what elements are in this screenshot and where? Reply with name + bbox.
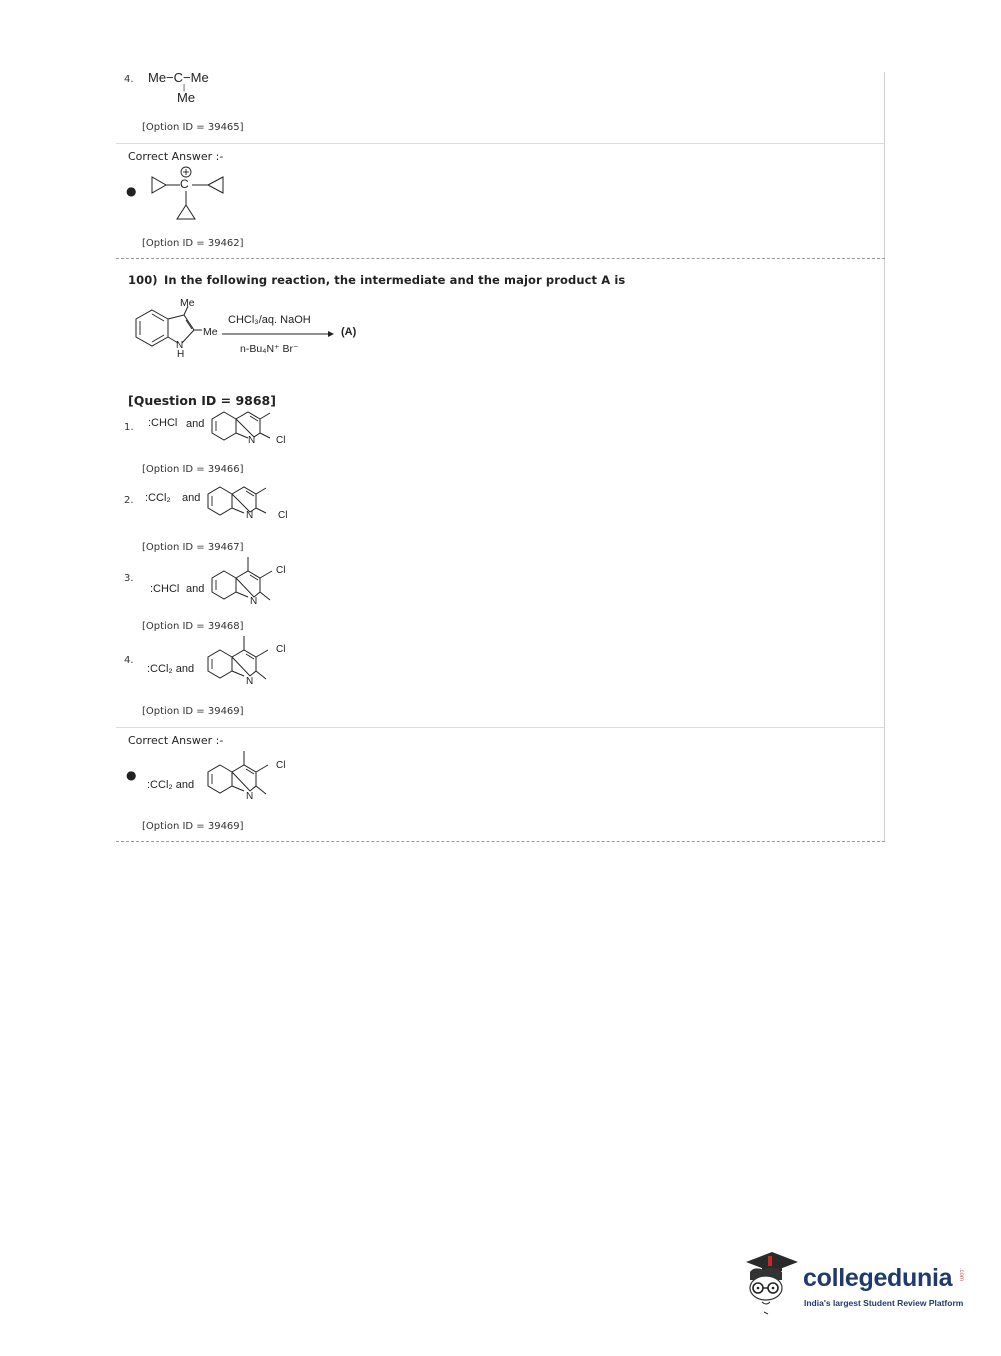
question-separator [116,841,885,842]
chloro-label: Cl [276,760,286,771]
option-id: [Option ID = 39466] [142,464,244,475]
intermediate: :CCl₂ and [147,779,195,791]
divider [116,143,885,144]
option-number: 3. [124,573,134,584]
ring-n: N [176,340,184,351]
option-number: 2. [124,495,134,506]
option-id: [Option ID = 39462] [142,238,244,249]
option-number: 4. [124,655,134,666]
ring-h: H [177,349,185,360]
correct-answer-label: Correct Answer :- [128,150,224,163]
question-number: 100) [128,273,158,287]
bullet-icon: ● [126,184,137,198]
option-id: [Option ID = 39469] [142,706,244,717]
option-id: [Option ID = 39465] [142,122,244,133]
ring-n: N [246,676,254,687]
option-number: 1. [124,422,134,433]
ring-n: N [250,596,258,607]
question-text: In the following reaction, the intermediate and the major product A is [164,273,626,287]
option-id: [Option ID = 39467] [142,542,244,553]
ring-n: N [246,791,254,802]
carbon-label: C [180,177,189,191]
option-id: [Option ID = 39469] [142,821,244,832]
and-text: and [182,492,201,504]
substituent-top: Me [180,297,195,309]
ring-n: N [246,510,254,521]
reagent-top: CHCl₃/aq. NaOH [228,314,311,326]
tricyclopropyl-cation-structure [146,165,236,225]
chloro-label: Cl [276,565,286,576]
product-label: (A) [341,326,357,338]
ring-n: N [248,435,256,446]
question-id: [Question ID = 9868] [128,393,276,408]
intermediate: :CHCl [148,417,178,429]
correct-answer-label: Correct Answer :- [128,734,224,747]
question-separator [116,258,885,259]
substituent-side: Me [203,326,218,338]
intermediate: :CHCl [150,583,180,595]
brand-suffix: .com [958,1268,964,1282]
chloro-label: Cl [278,510,288,521]
and-text: and [186,583,205,595]
formula-bottom: Me [177,90,196,105]
mascot-graduation-cap-icon [742,1250,800,1320]
chloro-label: Cl [276,644,286,655]
divider [116,727,885,728]
and-text: and [186,418,205,430]
chloro-label: Cl [276,435,286,446]
brand-name: collegedunia [803,1264,953,1292]
intermediate: :CCl₂ [145,492,171,504]
formula-top: Me−C−Me [148,70,209,85]
option-id: [Option ID = 39468] [142,621,244,632]
brand-tagline: India's largest Student Review Platform [804,1298,964,1308]
bullet-icon: ● [126,768,137,782]
reagent-bottom: n-Bu₄N⁺ Br⁻ [240,343,299,355]
option-number: 4. [124,74,134,85]
intermediate: :CCl₂ and [147,663,195,675]
bond-vertical: | [183,83,186,92]
